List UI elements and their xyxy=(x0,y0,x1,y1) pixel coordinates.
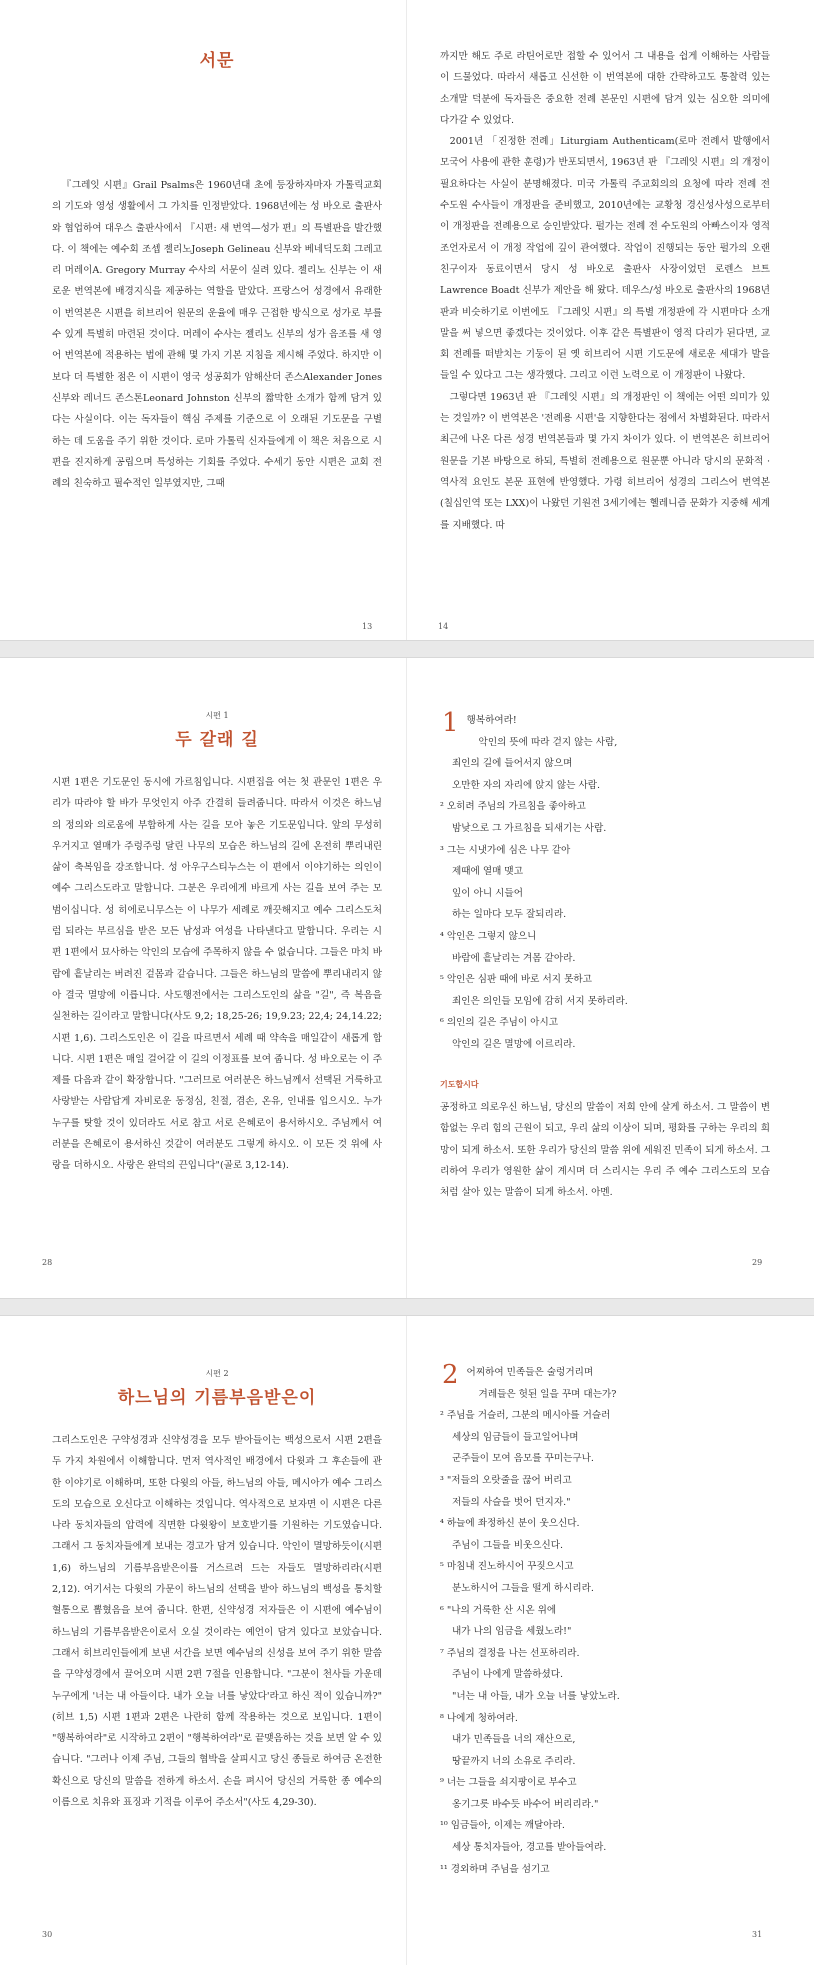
verse-line: ¹⁰ 임금들아, 이제는 깨달아라. xyxy=(440,1820,565,1832)
prayer-heading: 기도합시다 xyxy=(440,1078,479,1089)
left-page xyxy=(52,658,382,1177)
psalm-text xyxy=(440,710,770,1204)
psalm-label: 시편 1 xyxy=(205,711,229,720)
verse-line: 세상 통치자들아, 경고를 받아들여라. xyxy=(452,1842,607,1854)
verse-line: ⁸ 나에게 청하여라. xyxy=(440,1712,518,1724)
verse-line: 행복하여라! xyxy=(466,715,517,726)
verse-line: ¹¹ 경외하며 주님을 섬기고 xyxy=(440,1863,550,1875)
page-number: 30 xyxy=(42,1930,53,1939)
verse-line: 제때에 열매 맺고 xyxy=(452,866,523,878)
section-title: 두 갈래 길 xyxy=(175,730,259,750)
spread-2 xyxy=(0,658,814,1298)
verse-line: 주님이 그들을 비웃으신다. xyxy=(452,1539,564,1551)
body-paragraph: 그렇다면 1963년 판 『그레잇 시편』의 개정판인 이 책에는 어떤 의미가 있는 것일까? 이 번역본은 '전례용 시편'을 지향한다는 점에서 차별화된다. 따라서 최근에 나온 다른 성경 번역본들과 몇 가지 차이가 있다. 이 번역본은 히브리어 원문을 기본 바탕으로 하되, 특별히 전례용으로 원문뿐 아니라 당시의 문화적 · 역사적 요인도 본문 표현에 반영했다. 가령 히브리어 성경의 그리스어 번역본(칠십인역 또는 LXX)이 나왔던 기원전 3세기에는 헬레니즘 문화가 지중해 세계를 지배했다. 따 xyxy=(440,391,770,531)
page-number: 29 xyxy=(752,1258,763,1267)
verse-line: 잎이 아니 시들어 xyxy=(452,887,523,899)
verse-line: 땅끝까지 너의 소유로 주리라. xyxy=(452,1755,576,1767)
body-paragraph: 까지만 해도 주로 라틴어로만 접할 수 있어서 그 내용을 쉽게 이해하는 사람들이 드물었다. 따라서 새롭고 신선한 이 번역본에 대한 간략하고도 통찰력 있는 소개말 덕분에 독자들은 중요한 전례 본문인 시편에 담겨 있는 심오한 의미에 다가갈 수 있었다. xyxy=(440,51,770,126)
verse-line: 악인의 뜻에 따라 걷지 않는 사람, xyxy=(478,736,618,748)
verse-line: 주님이 나에게 말씀하셨다. xyxy=(452,1669,564,1681)
verse-line: ⁴ 악인은 그렇지 않으니 xyxy=(440,930,537,942)
psalm-number: 2 xyxy=(442,1360,459,1390)
verse-line: 하는 일마다 모두 잘되리라. xyxy=(452,909,567,921)
verse-line: 어찌하여 민족들은 술렁거리며 xyxy=(466,1367,594,1378)
verse-line: ⁶ "나의 거룩한 산 시온 위에 xyxy=(440,1604,557,1616)
verse-line: ⁵ 악인은 심판 때에 바로 서지 못하고 xyxy=(440,974,592,986)
verse-line: ² 주님을 거슬러, 그분의 메시아를 거슬러 xyxy=(440,1410,611,1422)
page-number: 14 xyxy=(438,622,449,631)
verse-line: ⁹ 너는 그들을 쇠지팡이로 부수고 xyxy=(440,1777,577,1789)
spread-3 xyxy=(0,1316,814,1965)
left-page xyxy=(52,1316,382,1813)
verse-line: 죄인의 길에 들어서지 않으며 xyxy=(452,758,573,770)
verse-line: ⁶ 의인의 길은 주님이 아시고 xyxy=(440,1017,558,1029)
verse-line: ² 오히려 주님의 가르침을 좋아하고 xyxy=(440,801,586,813)
page-number: 31 xyxy=(752,1930,763,1939)
verse-line: "너는 내 아들, 내가 오늘 너를 낳았노라. xyxy=(452,1690,620,1702)
psalm-number: 1 xyxy=(442,708,459,738)
verse-line: ³ "저들의 오랏줄을 끊어 버리고 xyxy=(440,1474,572,1486)
verse-line: ³ 그는 시냇가에 심은 나무 같아 xyxy=(440,844,571,856)
verse-line: 악인의 길은 멸망에 이르리라. xyxy=(452,1038,576,1050)
verse-line: 죄인은 의인들 모임에 감히 서지 못하리라. xyxy=(452,995,628,1007)
verse-line: 겨레들은 헛된 일을 꾸며 대는가? xyxy=(478,1388,617,1400)
left-page xyxy=(52,0,382,494)
body-paragraph: 시편 1편은 기도문인 동시에 가르침입니다. 시편집을 여는 첫 관문인 1편은 우리가 따라야 할 바가 무엇인지 아주 간결히 들려줍니다. 따라서 이것은 하느님의 정의와 의로움에 부합하게 사는 길을 모아 놓은 기도문입니다. 앞의 무성히 우거지고 열매가 주렁주렁 달린 나무의 모습은 하느님의 길에 온전히 뿌리내린 삶이 축복임을 강조합니다. 성 아우구스티누스는 이 편에서 이야기하는 의인이 예수 그리스도라고 말합니다. 그분은 우리에게 바르게 사는 길을 보여 주는 모범이십니다. 성 히에로니무스는 이 나무가 세례로 깨끗해지고 예수 그리스도처럼 되라는 부르심을 받은 모든 남성과 여성을 나타낸다고 말합니다. 우리는 시편 1편에서 묘사하는 악인의 모습에 주목하지 않을 수 없습니다. 그들은 마치 바람에 흩날리는 버려진 겉몸과 같습니다. 그들은 하느님의 말씀에 뿌리내리지 않아 결국 멸망에 이릅니다. 사도행전에서는 그리스도인의 삶을 "길", 즉 복음을 실천하는 길이라고 말합니다(사도 9,2; 18,25-26; 19,9.23; 22,4; 24,14.22; 시편 1,6). 그리스도인은 이 길을 따르면서 세례 때 약속을 매일같이 새롭게 합니다. 시편 1편은 매일 걸어갈 이 길의 이정표를 보여 줍니다. 성 바오로는 이 주제를 다음과 같이 확장합니다. "그러므로 여러분은 하느님께서 선택된 거룩하고 사랑받는 사람답게 자비로운 동정심, 친절, 겸손, 온유, 인내를 입으시오. 누가 누구를 탓할 것이 있더라도 서로 참고 서로 은혜로이 용서하시오. 주님께서 여러분을 은혜로이 용서하신 것같이 여러분도 그렇게 하시오. 이 모든 것 위에 사랑을 더하시오. 사랑은 완덕의 끈입니다"(골로 3,12-14). xyxy=(52,777,382,1172)
section-title: 하느님의 기름부음받은이 xyxy=(117,1388,317,1408)
verse-line: 오만한 자의 자리에 앉지 않는 사람. xyxy=(452,779,601,791)
body-paragraph: 『그레잇 시편』Grail Psalms은 1960년대 초에 등장하자마자 가톨릭교회의 기도와 영성 생활에서 그 가치를 인정받았다. 1968년에는 성 바오로 출판사와 협업하여 대우스 출판사에서 『시편: 새 번역—성가 편』의 특별판을 발간했다. 이 책에는 예수회 조셉 젤리노Joseph Gelineau 신부와 베네딕도회 그레고리 머레이A. Gregory Murray 수사의 서문이 실려 있다. 젤리노 신부는 이 새로운 번역본에 배경지식을 제공하는 역할을 맡았다. 프랑스어 성경에서 유래한 이 번역본은 시편을 히브리어 원문의 운율에 매우 근접한 방식으로 성가로 부를 수 있게 특별히 마련된 것이다. 머레이 수사는 젤리노 신부의 성가 음조를 새 영어 번역본에 적용하는 법에 관해 몇 가지 기본 지침을 제시해 주었다. 하지만 이보다 더 특별한 점은 이 시편이 영국 성공회가 암해산더 존스Alexander Jones 신부와 레너드 존스톤Leonard Johnston 신부의 짧막한 소개가 함께 담겨 있다는 사실이다. 이는 독자들이 핵심 주제를 기준으로 이 오래된 기도문을 구별하는 데 도움을 주기 위한 것이다. 로마 가톨릭 신자들에게 이 책은 처음으로 시편을 진지하게 공립으며 특성하는 기회를 주었다. 수세기 동안 시편은 교회 전례의 친숙하고 필수적인 일부였지만, 그때 xyxy=(52,180,382,490)
verse-line: ⁷ 주님의 결정을 나는 선포하리라. xyxy=(440,1647,580,1659)
verse-line: ⁴ 하늘에 좌정하신 분이 웃으신다. xyxy=(440,1518,580,1530)
verse-line: 군주들이 모여 음모를 꾸미는구나. xyxy=(452,1453,594,1465)
page-number: 13 xyxy=(362,622,373,631)
body-paragraph: 그리스도인은 구약성경과 신약성경을 모두 받아들이는 백성으로서 시편 2편을 두 가지 차원에서 이해합니다. 먼저 역사적인 배경에서 다윗과 그 후손들에 관한 이야기로 이해하며, 또한 다윗의 아들, 하느님의 아들, 메시아가 예수 그리스도의 모습으로 오신다고 이해하는 것입니다. 역사적으로 보자면 이 시편은 다른 나라 동치자들의 압력에 직면한 다윗왕이 보호받기를 기원하는 기도였습니다. 그래서 그 동치자들에게 보내는 경고가 담겨 있습니다. 악인이 멸망하듯이(시편 1,6) 하느님의 기름부음받은이를 거스르려 드는 자들도 멸망하리라(시편 2,12). 여기서는 다윗의 가문이 하느님의 선택을 받아 하느님의 백성을 통치할 혈통으로 뽑혔음을 보여 줍니다. 한편, 신약성경 저자들은 이 시편에 예수님이 하느님의 기름부음받은이로서 오실 것이라는 예언이 담겨 있다고 보았습니다. 그래서 히브리인들에게 보낸 서간을 보면 예수님의 신성을 보여 주기 위한 말씀을 구약성경에서 끌어오며 시편 2편 7절을 인용합니다. "그분이 천사들 가운데 누구에게 '너는 내 아들이다. 내가 오늘 너를 낳았다'라고 하신 적이 있습니까?"(히브 1,5) 시편 1편과 2편은 나란히 함께 작용하는 것으로 보입니다. 1편이 "행복하여라"로 시작하고 2편이 "행복하여라"로 끝맺음하는 것을 보면 알 수 있습니다. "그러나 이제 주님, 그들의 협박을 살피시고 당신 종들로 하여금 온전한 확신으로 당신의 말씀을 전하게 하소서. 손을 펴시어 당신의 거룩한 종 예수의 이름으로 치유와 표징과 기적을 이루어 주소서"(사도 4,29-30). xyxy=(52,1435,382,1809)
body-paragraph: 2001년 「진정한 전례」Liturgiam Authenticam(로마 전례서 발행에서 모국어 사용에 관한 훈령)가 반포되면서, 1963년 판 『그레잇 시편』의 개정이 필요하다는 사실이 분명해졌다. 미국 가톨릭 주교회의의 요청에 따라 전례 전 수도원 수사들이 개정판을 준비했고, 2010년에는 교황청 경신성사성으로부터 이 개정판을 전례용으로 승인받았다. 펄가는 전례 전 수도원의 아빠스이자 영적 조언자로서 이 개정 작업에 깊이 관여했다. 작업이 진행되는 동안 펄가의 오랜 친구이자 동료이면서 당시 성 바오로 출판사 사장이었던 로렌스 브트Lawrence Boadt 신부가 제안을 해 왔다. 데우스/성 바오로 출판사의 1968년 판과 비슷하기로 이번에도 『그레잇 시편』의 특별 개정판에 각 시편마다 소개말을 써 넣으면 좋겠다는 것이었다. 이후 같은 특별판이 영적 다리가 된다면, 교회 전례를 떠받치는 기둥이 된 옛 히브리어 시편 기도문에 새로운 세대가 발을 들일 수 있다고 그는 생각했다. 그리고 이런 노력으로 이 개정판이 나왔다. xyxy=(440,136,770,382)
verse-line: 밤낮으로 그 가르침을 되새기는 사람. xyxy=(452,822,607,834)
gutter xyxy=(406,1316,407,1965)
verse-line: 옹기그릇 바수듯 바수어 버리리라." xyxy=(452,1798,599,1810)
prayer-text: 공정하고 의로우신 하느님, 당신의 말씀이 저희 안에 살게 하소서. 그 말씀이 변함없는 우리 힘의 근원이 되고, 우리 삶의 이상이 되며, 평화를 구하는 우리의 희망이 되게 하소서. 또한 우리가 당신의 말씀 위에 세워진 민족이 되게 하소서. 그리하여 우리가 영원한 삶이 계시며 더 스리시는 우리 주 예수 그리스도의 모습처럼 살아 있는 말씀이 되게 하소서. 아멘. xyxy=(440,1102,770,1199)
spread-1 xyxy=(0,0,814,640)
psalm-text xyxy=(440,1362,770,1880)
verse-line: 내가 나의 임금을 세웠노라!" xyxy=(452,1626,572,1638)
verse-line: 내가 민족들을 너의 재산으로, xyxy=(452,1734,576,1746)
right-page xyxy=(440,0,770,536)
section-title: 서문 xyxy=(199,51,235,71)
verse-line: 분노하시어 그들을 떨게 하시리라. xyxy=(452,1582,594,1594)
page-number: 28 xyxy=(42,1258,53,1267)
gutter xyxy=(406,658,407,1298)
verse-line: ⁵ 마침내 진노하시어 꾸짖으시고 xyxy=(440,1561,574,1573)
verse-line: 세상의 임금들이 들고일어나며 xyxy=(452,1431,579,1443)
verse-line: 바람에 흩날리는 겨몸 같아라. xyxy=(452,952,576,964)
verse-line: 저들의 사슬을 벗어 던지자." xyxy=(452,1496,571,1508)
gutter xyxy=(406,0,407,640)
psalm-label: 시편 2 xyxy=(205,1369,229,1378)
